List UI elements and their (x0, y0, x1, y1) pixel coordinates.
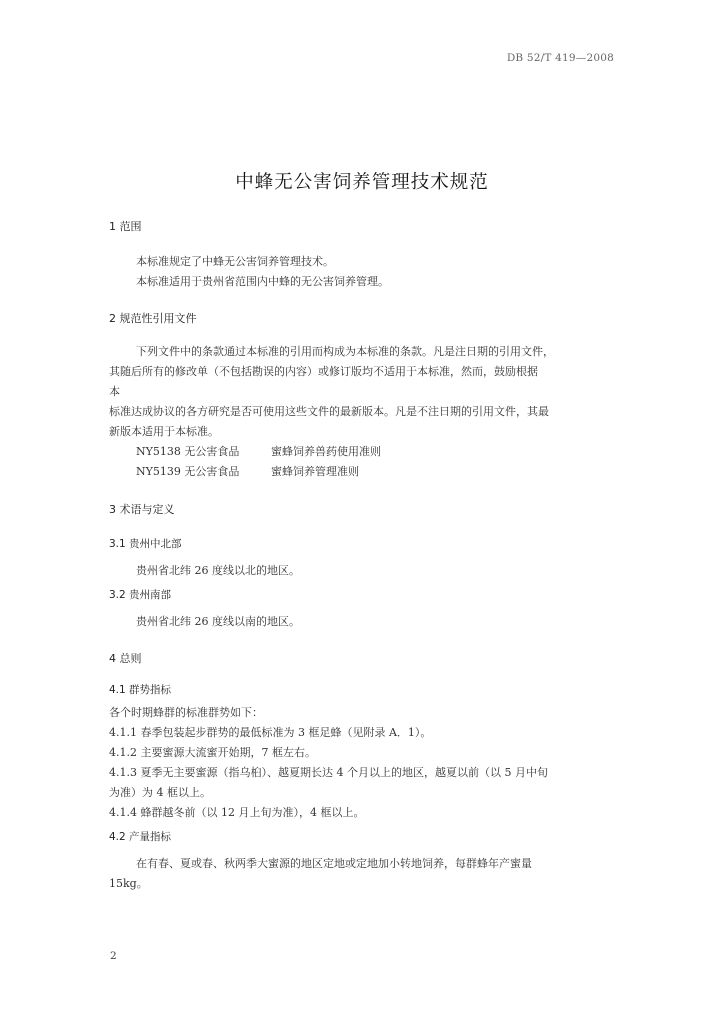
paragraph-line: 新版本适用于本标准。 (109, 425, 219, 438)
list-item: 4.1.2 主要蜜源大流蜜开始期，7 框左右。 (109, 746, 316, 759)
document-body (109, 218, 615, 894)
paragraph: 本标准适用于贵州省范围内中蜂的无公害饲养管理。 (136, 275, 389, 288)
paragraph-line: 其随后所有的修改单（不包括勘误的内容）或修订版均不适用于本标准，然而，鼓励根据 (109, 365, 538, 378)
section-heading-general: 4 总则 (109, 652, 142, 665)
section-heading-scope: 1 范围 (109, 220, 142, 233)
paragraph-line: 下列文件中的条款通过本标准的引用而构成为本标准的条款。凡是注日期的引用文件， (136, 345, 554, 358)
section-heading-references: 2 规范性引用文件 (109, 312, 197, 325)
page-number: 2 (110, 950, 117, 962)
list-item: 4.1.3 夏季无主要蜜源（指乌桕）、越夏期长达 4 个月以上的地区，越夏以前（以 5 月中旬 (109, 766, 548, 779)
list-item: 4.1.1 春季包装起步群势的最低标准为 3 框足蜂（见附录 A．1）。 (109, 726, 432, 739)
paragraph: 贵州省北纬 26 度线以北的地区。 (136, 564, 300, 577)
paragraph: 本标准规定了中蜂无公害饲养管理技术。 (136, 255, 334, 268)
paragraph-line: 15kg。 (109, 877, 148, 890)
section-heading-terms: 3 术语与定义 (109, 503, 175, 516)
reference-name: 蜜蜂饲养管理准则 (271, 465, 359, 478)
paragraph: 各个时期蜂群的标准群势如下： (109, 706, 263, 719)
paragraph-line: 标准达成协议的各方研究是否可使用这些文件的最新版本。凡是不注日期的引用文件，其最 (109, 405, 549, 418)
paragraph-line: 在有春、夏或春、秋两季大蜜源的地区定地或定地加小转地饲养，每群蜂年产蜜量 (136, 857, 532, 870)
reference-item (109, 462, 615, 482)
paragraph-line: 本 (109, 385, 120, 398)
reference-name: 蜜蜂饲养兽药使用准则 (271, 445, 381, 458)
list-item-continued: 为准）为 4 框以上。 (109, 786, 211, 799)
list-item: 4.1.4 蜂群越冬前（以 12 月上旬为准），4 框以上。 (109, 806, 365, 819)
reference-code: NY5138 无公害食品 (136, 445, 240, 458)
reference-code: NY5139 无公害食品 (136, 465, 240, 478)
reference-item (109, 442, 615, 462)
standard-code: DB 52/T 419—2008 (506, 52, 614, 64)
paragraph: 贵州省北纬 26 度线以南的地区。 (136, 615, 300, 628)
subsection-heading: 4.2 产量指标 (109, 831, 172, 843)
subsection-heading: 4.1 群势指标 (109, 684, 172, 696)
subsection-heading: 3.1 贵州中北部 (109, 538, 182, 550)
document-title: 中蜂无公害饲养管理技术规范 (235, 172, 489, 193)
subsection-heading: 3.2 贵州南部 (109, 589, 172, 601)
